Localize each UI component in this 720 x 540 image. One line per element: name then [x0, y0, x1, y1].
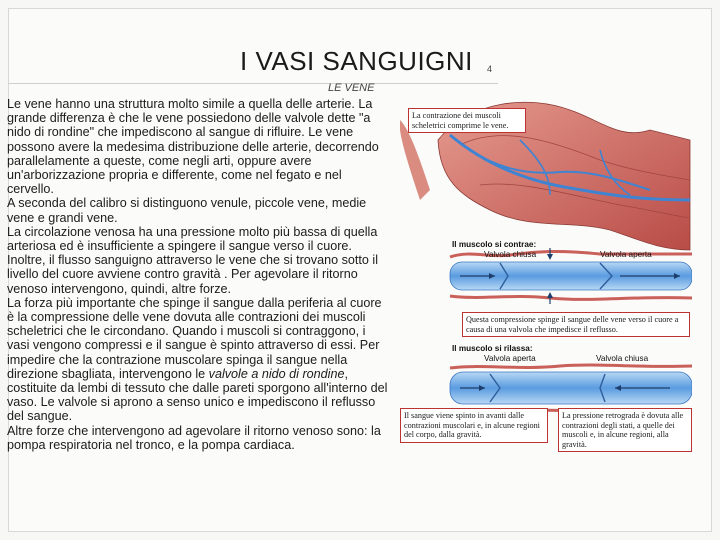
label-valve-open-top: Valvola aperta	[600, 250, 652, 259]
section-subtitle: LE VENE	[328, 82, 375, 94]
slide-title: I VASI SANGUIGNI	[240, 46, 473, 76]
title-divider	[8, 83, 498, 84]
emphasis-valves: valvole a nido di rondine	[208, 366, 345, 381]
body-text	[7, 97, 391, 452]
caption-forward-push: Il sangue viene spinto in avanti dalle contrazioni muscolari e, in alcune regioni del corpo, dalla gravità.	[400, 408, 548, 443]
illustration-svg	[400, 100, 692, 450]
relaxing-vein-diagram	[450, 365, 692, 412]
paragraph-caliber: A seconda del calibro si distinguono venule, piccole vene, medie vene e grandi vene.	[7, 196, 367, 225]
label-valve-closed-top: Valvola chiusa	[484, 250, 537, 259]
paragraph-muscle-pump: La forza più importante che spinge il sangue dalla periferia al cuore è la compressione delle vene dovuta alle contrazioni dei muscoli scheletrici che le circondano. Quando i muscoli si contraggono, i vasi vengono compressi e il sangue è spinto attraverso di essi. Per impedire che la contrazione muscolare spinga il sangue nella direzione sbagliata, intervengono le valvole a nido di rondine, costituite da lembi di tessuto che dalle pareti sporgono all'interno del vaso. Le valvole si aprono a senso unico e impediscono il reflusso del sangue.	[7, 295, 388, 424]
caption-muscle-compression: La contrazione dei muscoli scheletrici comprime le vene.	[408, 108, 526, 133]
label-muscle-relaxes: Il muscolo si rilassa:	[452, 344, 533, 353]
caption-back-pressure: La pressione retrograda è dovuta alle contrazioni degli stati, a quelle dei muscoli e, in alcune regioni, alla gravità.	[558, 408, 692, 452]
paragraph-pressure: La circolazione venosa ha una pressione molto più bassa di quella arteriosa ed è insufficiente a spingere il sangue verso il cuore. Inoltre, il flusso sanguigno attraverso le vene che si trovano sotto il livello del cuore avviene contro gravità . Per agevolare il ritorno venoso intervengono, quindi, altre forze.	[7, 224, 379, 296]
paragraph-valves: Le vene hanno una struttura molto simile a quella delle arterie. La grande differenza è che le vene possiedono delle valvole dette "a nido di rondine" che impediscono al sangue di rifluire. Le vene possono avere la medesima distribuzione delle arterie, decorrendo parallelamente a queste, come negli arti, oppure avere un'arborizzazione propria e differente, come nel fegato e nel cervello.	[7, 97, 379, 197]
venous-valve-illustration	[400, 100, 692, 450]
caption-compression-push: Questa compressione spinge il sangue delle vene verso il cuore a causa di una valvola che impedisce il reflusso.	[462, 312, 690, 337]
label-valve-closed-bottom: Valvola chiusa	[596, 354, 649, 363]
label-valve-open-bottom: Valvola aperta	[484, 354, 536, 363]
label-muscle-contracts: Il muscolo si contrae:	[452, 240, 537, 249]
paragraph-other-forces: Altre forze che intervengono ad agevolare il ritorno venoso sono: la pompa respiratoria nel tronco, e la pompa cardiaca.	[7, 423, 381, 452]
slide-number: 4	[487, 64, 493, 74]
